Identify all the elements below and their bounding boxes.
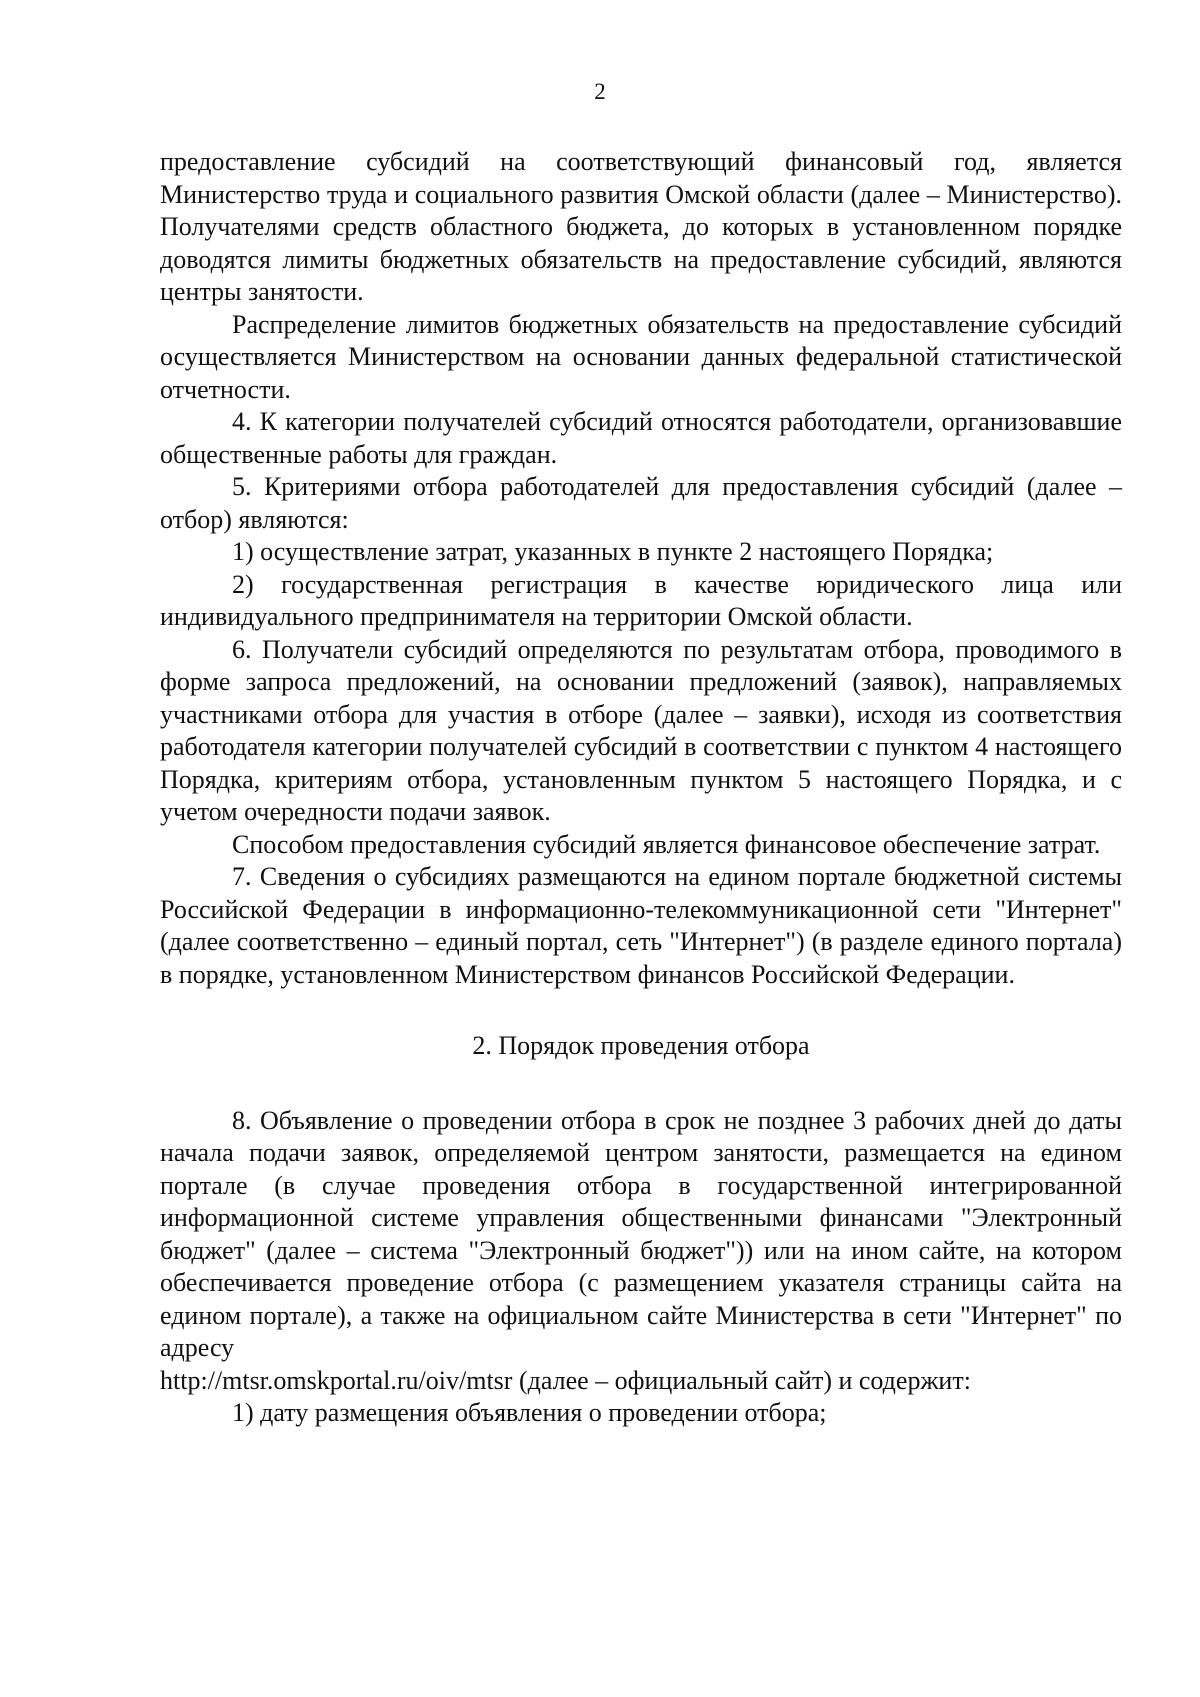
paragraph-item-5-1: 1) осуществление затрат, указанных в пункте 2 настоящего Порядка; [232, 537, 994, 566]
paragraph-item-8-1: 1) дату размещения объявления о проведении отбора; [232, 1398, 827, 1427]
paragraph-item-8: 8. Объявление о проведении отбора в срок не позднее 3 рабочих дней до даты начала подачи заявок, определяемой центром занятости, размещается на едином портале (в случае проведения отбора в государственной интегрированной информационной системе управления общественными финансами "Электронный бюджет" (далее – система "Электронный бюджет")) или на ином сайте, на котором обеспечивается проведение отбора (с размещением указателя страницы сайта на едином портале), а также на официальном сайте Министерства в сети "Интернет" по адресу [160, 1105, 1122, 1362]
paragraph-item-5-2: 2) государственная регистрация в качестве юридического лица или индивидуального предпринимателя на территории Омской области. [160, 569, 1122, 631]
document-body [160, 146, 1122, 1430]
paragraph-item-4: 4. К категории получателей субсидий относятся работодатели, организовавшие общественные работы для граждан. [160, 407, 1122, 469]
paragraph-address-line [160, 1365, 1122, 1398]
official-site-link[interactable]: http://mtsr.omskportal.ru/oiv/mtsr [160, 1365, 513, 1395]
paragraph-item-6: 6. Получатели субсидий определяются по результатам отбора, проводимого в форме запроса предложений, на основании предложений (заявок), направляемых участниками отбора для участия в отборе (далее – заявки), исходя из соответствия работодателя категории получателей субсидий в соответствии с пунктом 4 настоящего Порядка, критериям отбора, установленным пунктом 5 настоящего Порядка, и с учетом очередности подачи заявок. [160, 634, 1122, 826]
paragraph-subsidy-method: Способом предоставления субсидий является финансовое обеспечение затрат. [232, 829, 1101, 859]
paragraph-item-7: 7. Сведения о субсидиях размещаются на едином портале бюджетной системы Российской Федерации в информационно-телекоммуникационной сети "Интернет" (далее соответственно – единый портал, сеть "Интернет") (в разделе единого портала) в порядке, установленном Министерством финансов Российской Федерации. [160, 862, 1122, 989]
page-number: 2 [594, 79, 606, 104]
address-line-rest: (далее – официальный сайт) и содержит: [512, 1365, 971, 1395]
paragraph-limits-distribution: Распределение лимитов бюджетных обязательств на предоставление субсидий осуществляется Министерством на основании данных федеральной статистической отчетности. [160, 309, 1122, 404]
paragraph-item-5: 5. Критериями отбора работодателей для предоставления субсидий (далее – отбор) являются: [160, 472, 1122, 534]
paragraph-funding-recipient: предоставление субсидий на соответствующий финансовый год, является Министерство труда и социального развития Омской области (далее – Министерство). Получателями средств областного бюджета, до которых в установленном порядке доводятся лимиты бюджетных обязательств на предоставление субсидий, являются центры занятости. [160, 147, 1122, 306]
section-heading: 2. Порядок проведения отбора [472, 1031, 810, 1060]
